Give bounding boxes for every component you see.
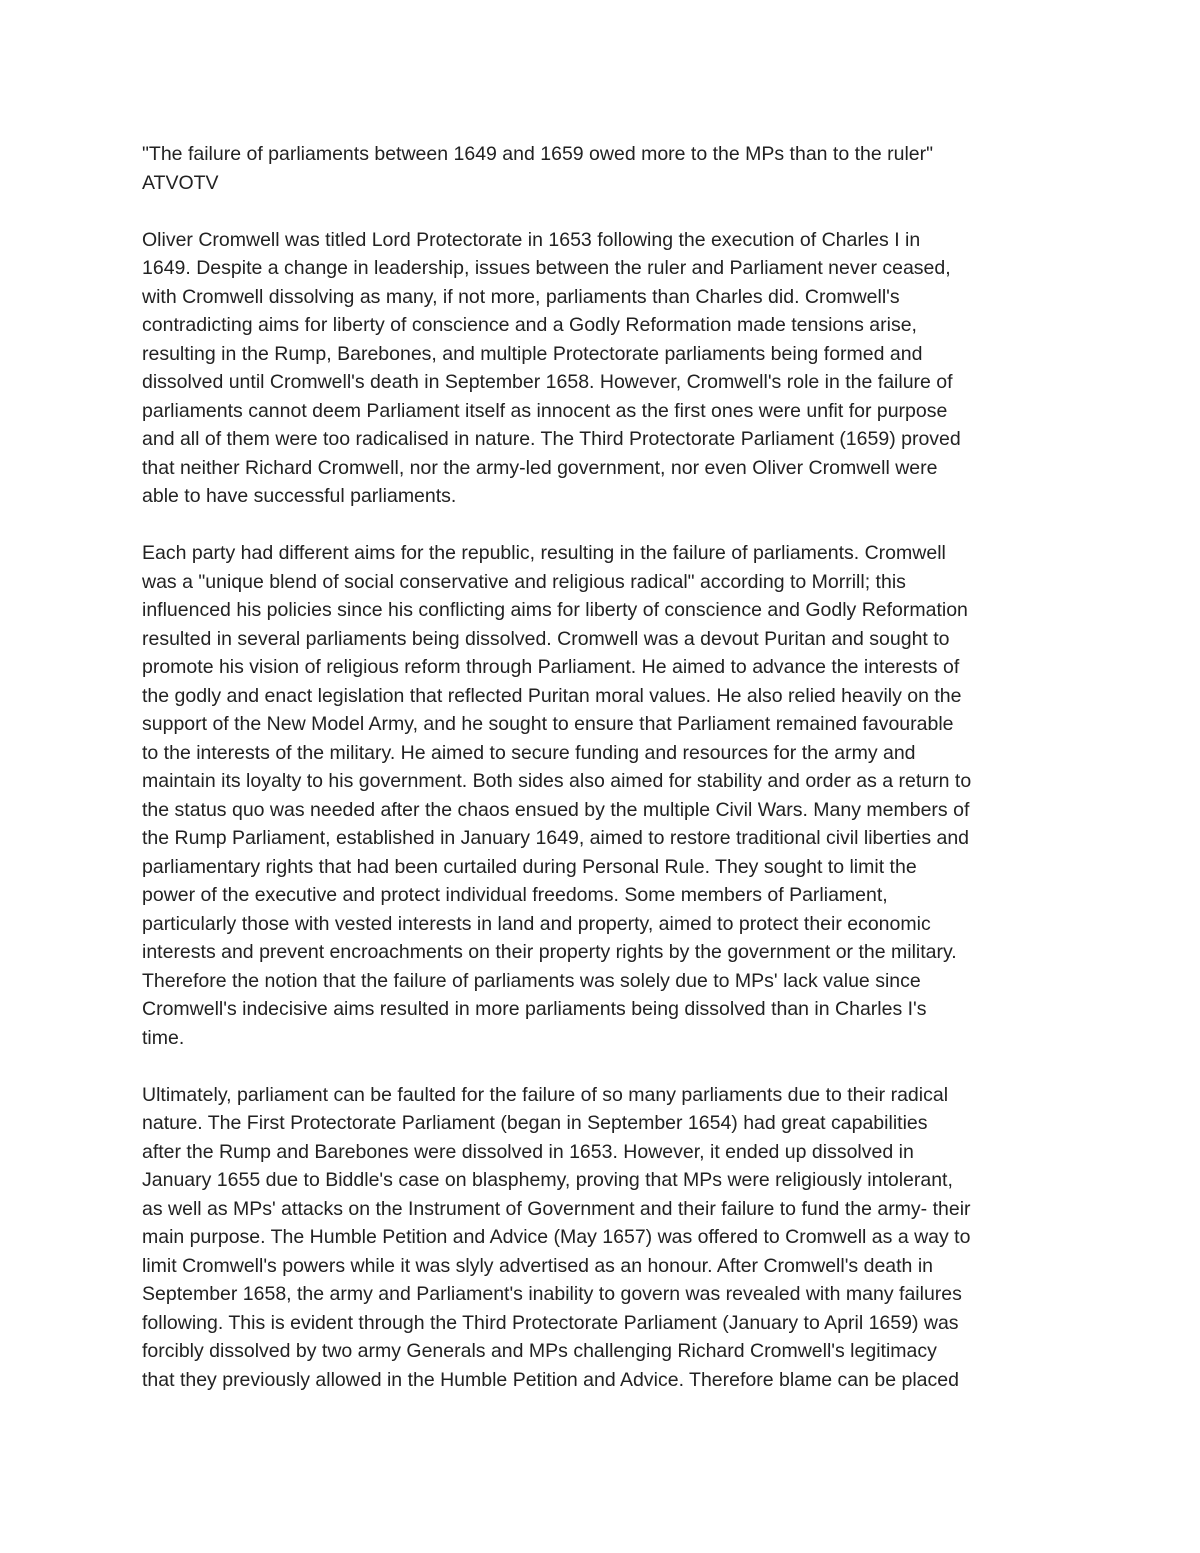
paragraph-introduction [142,226,1072,511]
text-line: main purpose. The Humble Petition and Advice (May 1657) was offered to Cromwell as a way to [142,1226,971,1248]
text-line: to the interests of the military. He aimed to secure funding and resources for the army and [142,741,916,764]
text-line: particularly those with vested interests in land and property, aimed to protect their economic [142,912,931,935]
text-line: September 1658, the army and Parliament's inability to govern was revealed with many failures [142,1283,962,1305]
text-line: January 1655 due to Biddle's case on blasphemy, proving that MPs were religiously intolerant, [142,1169,953,1191]
text-line: the Rump Parliament, established in January 1649, aimed to restore traditional civil liberties and [142,827,970,849]
text-line: 1649. Despite a change in leadership, issues between the ruler and Parliament never ceased, [142,257,951,279]
text-line: parliaments cannot deem Parliament itself as innocent as the first ones were unfit for purpose [142,399,948,422]
text-line: limit Cromwell's powers while it was slyly advertised as an honour. After Cromwell's death in [142,1254,933,1277]
text-line: dissolved until Cromwell's death in September 1658. However, Cromwell's role in the failure of [142,371,953,393]
text-line: with Cromwell dissolving as many, if not more, parliaments than Charles did. Cromwell's [142,285,900,308]
text-line: forcibly dissolved by two army Generals and MPs challenging Richard Cromwell's legitimacy [142,1340,937,1362]
text-line: Therefore the notion that the failure of parliaments was solely due to MPs' lack value since [142,969,921,992]
text-line: promote his vision of religious reform through Parliament. He aimed to advance the interests of [142,656,960,678]
text-line: nature. The First Protectorate Parliament (began in September 1654) had great capabilities [142,1112,928,1134]
text-line: the godly and enact legislation that reflected Puritan moral values. He also relied heavily on the [142,684,962,707]
text-line: interests and prevent encroachments on their property rights by the government or the military. [142,941,957,963]
text-line: as well as MPs' attacks on the Instrument of Government and their failure to fund the army- their [142,1197,971,1220]
paragraph-aims [142,539,1072,1052]
text-line: that they previously allowed in the Humble Petition and Advice. Therefore blame can be placed [142,1368,959,1391]
text-line: parliamentary rights that had been curtailed during Personal Rule. They sought to limit the [142,855,917,878]
essay-title-line: "The failure of parliaments between 1649 and 1659 owed more to the MPs than to the ruler" [142,143,934,165]
text-line: that neither Richard Cromwell, nor the army-led government, nor even Oliver Cromwell were [142,456,938,479]
text-line: maintain its loyalty to his government. Both sides also aimed for stability and order as a return to [142,770,972,792]
text-line: influenced his policies since his conflicting aims for liberty of conscience and Godly Reformation [142,599,968,621]
text-line: Oliver Cromwell was titled Lord Protectorate in 1653 following the execution of Charles I in [142,228,921,251]
text-line: following. This is evident through the Third Protectorate Parliament (January to April 1659) was [142,1311,959,1334]
text-line: time. [142,1026,185,1049]
essay-title-line: ATVOTV [142,171,219,194]
essay-title [142,140,1072,197]
text-line: power of the executive and protect individual freedoms. Some members of Parliament, [142,884,888,906]
document-page [142,140,1072,1423]
text-line: after the Rump and Barebones were dissolved in 1653. However, it ended up dissolved in [142,1140,914,1163]
text-line: the status quo was needed after the chaos ensued by the multiple Civil Wars. Many members of [142,798,970,821]
text-line: Each party had different aims for the republic, resulting in the failure of parliaments. Cromwell [142,542,946,564]
text-line: Cromwell's indecisive aims resulted in more parliaments being dissolved than in Charles I's [142,998,927,1020]
text-line: resulted in several parliaments being dissolved. Cromwell was a devout Puritan and sought to [142,627,950,650]
text-line: was a "unique blend of social conservative and religious radical" according to Morrill; this [142,570,906,593]
paragraph-radical-nature [142,1081,1072,1395]
text-line: resulting in the Rump, Barebones, and multiple Protectorate parliaments being formed and [142,342,923,365]
text-line: contradicting aims for liberty of conscience and a Godly Reformation made tensions arise, [142,314,917,336]
text-line: support of the New Model Army, and he sought to ensure that Parliament remained favourable [142,713,954,735]
text-line: able to have successful parliaments. [142,485,457,507]
text-line: and all of them were too radicalised in nature. The Third Protectorate Parliament (1659) proved [142,428,961,450]
text-line: Ultimately, parliament can be faulted for the failure of so many parliaments due to their radical [142,1083,949,1106]
